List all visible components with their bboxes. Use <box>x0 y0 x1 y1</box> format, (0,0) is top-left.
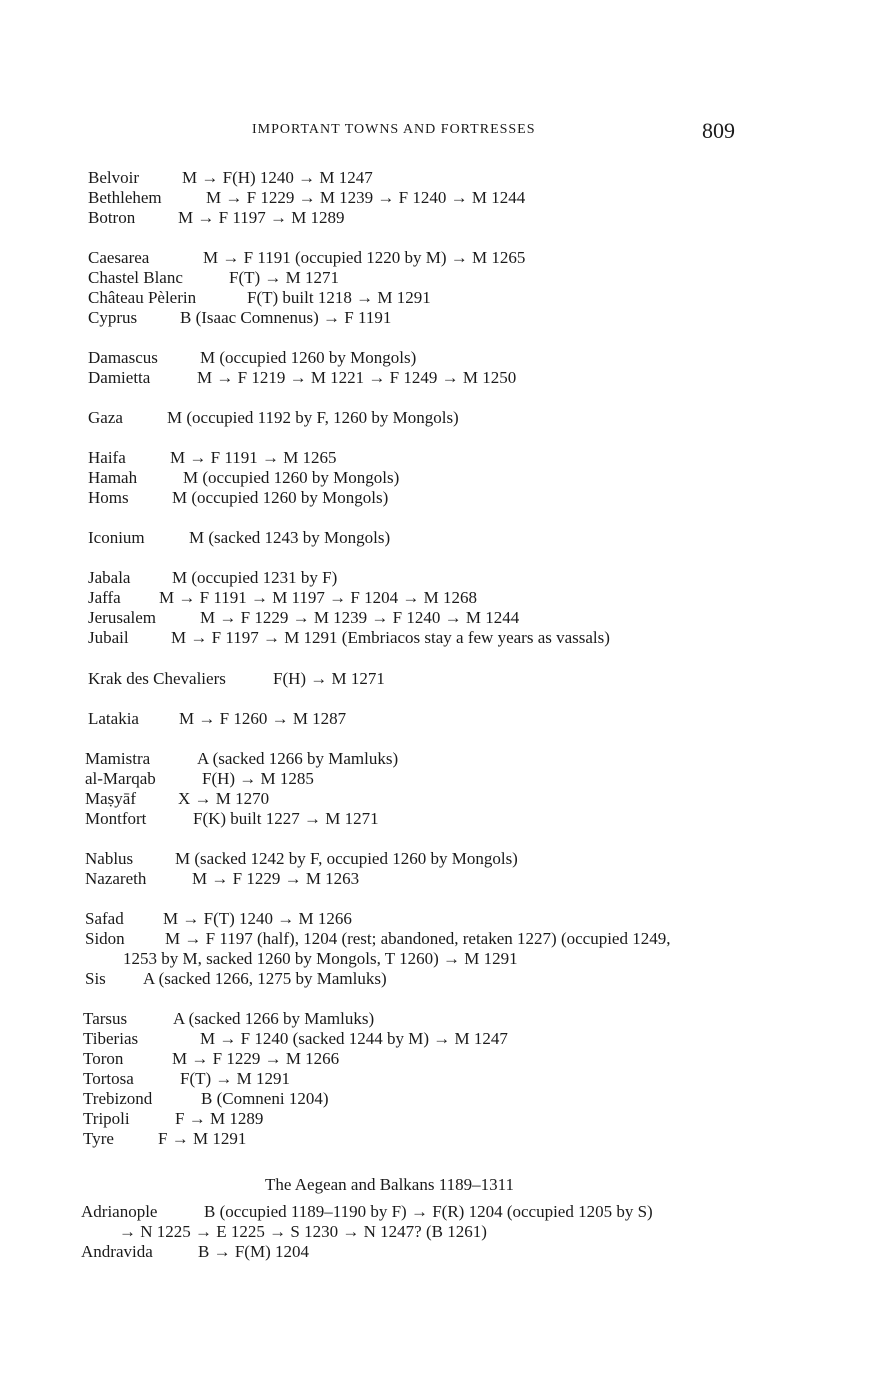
list-item <box>85 969 387 989</box>
town-name: Tarsus <box>83 1009 128 1028</box>
town-name: Tiberias <box>83 1029 139 1048</box>
town-name: Bethlehem <box>88 188 162 207</box>
town-history: M → F(H) 1240 → M 1247 <box>182 168 373 187</box>
town-history: M (occupied 1260 by Mongols) <box>200 348 417 367</box>
town-name: Toron <box>83 1049 124 1068</box>
list-item <box>83 1009 374 1029</box>
town-history: A (sacked 1266, 1275 by Mamluks) <box>143 969 387 988</box>
town-name: Jubail <box>88 628 129 647</box>
town-name: Gaza <box>88 408 123 427</box>
list-item <box>88 448 337 468</box>
page-header <box>0 118 872 142</box>
town-history: M → F 1191 → M 1265 <box>170 448 337 467</box>
town-name: Damascus <box>88 348 158 367</box>
list-item <box>88 208 345 228</box>
town-name: Homs <box>88 488 129 507</box>
town-name: Trebizond <box>83 1089 153 1108</box>
list-item <box>88 488 388 508</box>
running-head: IMPORTANT TOWNS AND FORTRESSES <box>252 122 536 137</box>
list-item <box>88 568 337 588</box>
town-name: Andravida <box>81 1242 153 1261</box>
town-history: X → M 1270 <box>178 789 270 808</box>
town-history: M → F 1229 → M 1239 → F 1240 → M 1244 <box>200 608 520 627</box>
town-name: Montfort <box>85 809 147 828</box>
town-history: A (sacked 1266 by Mamluks) <box>197 749 399 768</box>
list-item <box>85 769 314 789</box>
town-name: Hamah <box>88 468 138 487</box>
town-history: F(T) built 1218 → M 1291 <box>247 288 431 307</box>
town-history: F → M 1291 <box>158 1129 247 1148</box>
list-item <box>88 628 610 648</box>
town-history: → N 1225 → E 1225 → S 1230 → N 1247? (B 1261) <box>119 1222 487 1241</box>
town-name: Nablus <box>85 849 134 868</box>
list-item <box>81 1202 653 1222</box>
list-item <box>88 669 385 689</box>
town-name: Safad <box>85 909 124 928</box>
list-item <box>88 348 416 368</box>
town-history: M → F 1229 → M 1266 <box>172 1049 340 1068</box>
town-name: Jabala <box>88 568 131 587</box>
town-name: Nazareth <box>85 869 147 888</box>
town-history: M → F 1229 → M 1239 → F 1240 → M 1244 <box>206 188 526 207</box>
town-name: Tyre <box>83 1129 114 1148</box>
town-history: M (occupied 1260 by Mongols) <box>172 488 389 507</box>
town-name: Château Pèlerin <box>88 288 197 307</box>
town-history: M (occupied 1260 by Mongols) <box>183 468 400 487</box>
town-name: Caesarea <box>88 248 150 267</box>
town-name: Tripoli <box>83 1109 130 1128</box>
list-item <box>85 909 352 929</box>
list-item-continuation <box>81 1222 487 1242</box>
list-item <box>83 1029 508 1049</box>
list-item <box>85 809 379 829</box>
town-history: M → F(T) 1240 → M 1266 <box>163 909 352 928</box>
town-history: M (occupied 1192 by F, 1260 by Mongols) <box>167 408 459 427</box>
list-item <box>85 929 670 949</box>
list-item <box>88 248 525 268</box>
town-history: M → F 1229 → M 1263 <box>192 869 360 888</box>
town-name: Tortosa <box>83 1069 134 1088</box>
town-history: B (occupied 1189–1190 by F) → F(R) 1204 (occupied 1205 by S) <box>204 1202 653 1221</box>
list-item <box>85 789 269 809</box>
list-item <box>88 288 431 308</box>
town-history: F(T) → M 1291 <box>180 1069 291 1088</box>
town-name: Latakia <box>88 709 139 728</box>
list-item <box>83 1069 290 1089</box>
town-history: M → F 1240 (sacked 1244 by M) → M 1247 <box>200 1029 508 1048</box>
town-history: F(K) built 1227 → M 1271 <box>193 809 379 828</box>
list-item-continuation <box>85 949 518 969</box>
town-history: B (Comneni 1204) <box>201 1089 329 1108</box>
list-item <box>85 849 518 869</box>
town-name: al-Marqab <box>85 769 156 788</box>
town-name: Mamistra <box>85 749 151 768</box>
page-number: 809 <box>702 118 735 143</box>
list-item <box>88 468 399 488</box>
list-item <box>88 308 391 328</box>
list-item <box>85 749 398 769</box>
town-history: F(H) → M 1285 <box>202 769 314 788</box>
town-history: B → F(M) 1204 <box>198 1242 309 1261</box>
town-name: Botron <box>88 208 136 227</box>
town-history: F(T) → M 1271 <box>229 268 340 287</box>
town-name: Cyprus <box>88 308 138 327</box>
list-item <box>83 1089 329 1109</box>
section-title: The Aegean and Balkans 1189–1311 <box>265 1175 514 1194</box>
town-name: Krak des Chevaliers <box>88 669 226 688</box>
town-name: Damietta <box>88 368 151 387</box>
list-item <box>88 268 339 288</box>
list-item <box>88 528 390 548</box>
list-item <box>85 869 359 889</box>
town-history: F(H) → M 1271 <box>273 669 385 688</box>
town-history: 1253 by M, sacked 1260 by Mongols, T 1260) → M 1291 <box>123 949 518 968</box>
town-history: M (sacked 1243 by Mongols) <box>189 528 391 547</box>
town-history: B (Isaac Comnenus) → F 1191 <box>180 308 392 327</box>
list-item <box>83 1109 263 1129</box>
list-item <box>83 1049 339 1069</box>
town-name: Maṣyāf <box>85 789 136 808</box>
town-name: Jaffa <box>88 588 121 607</box>
town-history: M (sacked 1242 by F, occupied 1260 by Mongols) <box>175 849 518 868</box>
town-name: Adrianople <box>81 1202 158 1221</box>
town-history: M (occupied 1231 by F) <box>172 568 338 587</box>
town-history: M → F 1191 → M 1197 → F 1204 → M 1268 <box>159 588 477 607</box>
list-item <box>88 608 519 628</box>
town-history: M → F 1219 → M 1221 → F 1249 → M 1250 <box>197 368 517 387</box>
list-item <box>88 709 346 729</box>
list-item <box>88 408 459 428</box>
town-history: M → F 1260 → M 1287 <box>179 709 347 728</box>
town-name: Sidon <box>85 929 125 948</box>
town-name: Chastel Blanc <box>88 268 183 287</box>
list-item <box>88 188 525 208</box>
list-item <box>81 1242 309 1262</box>
list-item <box>88 368 516 388</box>
town-history: M → F 1191 (occupied 1220 by M) → M 1265 <box>203 248 526 267</box>
town-history: M → F 1197 → M 1289 <box>178 208 345 227</box>
town-history: M → F 1197 → M 1291 (Embriacos stay a few years as vassals) <box>171 628 610 647</box>
town-history: M → F 1197 (half), 1204 (rest; abandoned, retaken 1227) (occupied 1249, <box>165 929 671 948</box>
town-history: F → M 1289 <box>175 1109 264 1128</box>
town-name: Haifa <box>88 448 126 467</box>
town-name: Jerusalem <box>88 608 156 627</box>
list-item <box>83 1129 246 1149</box>
town-history: A (sacked 1266 by Mamluks) <box>173 1009 375 1028</box>
list-item <box>88 588 477 608</box>
town-name: Belvoir <box>88 168 139 187</box>
town-name: Sis <box>85 969 106 988</box>
town-name: Iconium <box>88 528 145 547</box>
list-item <box>88 168 373 188</box>
